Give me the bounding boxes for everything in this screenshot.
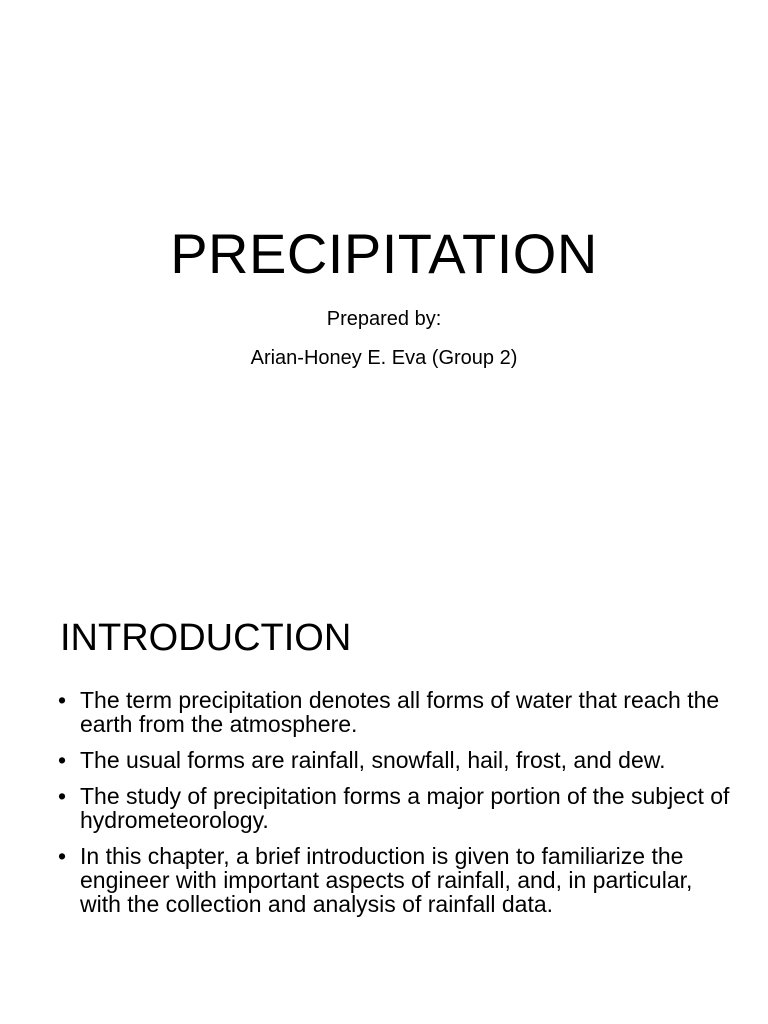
bullet-icon: • bbox=[58, 783, 67, 809]
bullet-item bbox=[58, 688, 730, 736]
slide-title: PRECIPITATION bbox=[170, 222, 598, 285]
bullet-text: The usual forms are rainfall, snowfall, hail, frost, and dew. bbox=[80, 747, 666, 773]
bullet-text: In this chapter, a brief introduction is given to familiarize the engineer with important aspects of rainfall, and, in particular, with the collection and analysis of rainfall data. bbox=[80, 843, 693, 917]
bullet-item bbox=[58, 748, 730, 772]
bullet-item bbox=[58, 784, 730, 832]
bullet-text: The term precipitation denotes all forms of water that reach the earth from the atmosphere. bbox=[80, 687, 720, 737]
bullet-icon: • bbox=[58, 747, 67, 773]
introduction-slide bbox=[0, 560, 768, 1024]
bullet-list bbox=[58, 688, 730, 928]
bullet-icon: • bbox=[58, 843, 67, 869]
bullet-icon: • bbox=[58, 687, 67, 713]
prepared-by-label: Prepared by: bbox=[326, 308, 442, 330]
section-heading: INTRODUCTION bbox=[60, 617, 352, 659]
bullet-text: The study of precipitation forms a major portion of the subject of hydrometeorology. bbox=[80, 783, 730, 833]
bullet-item bbox=[58, 844, 730, 916]
author-name: Arian-Honey E. Eva (Group 2) bbox=[250, 347, 518, 369]
